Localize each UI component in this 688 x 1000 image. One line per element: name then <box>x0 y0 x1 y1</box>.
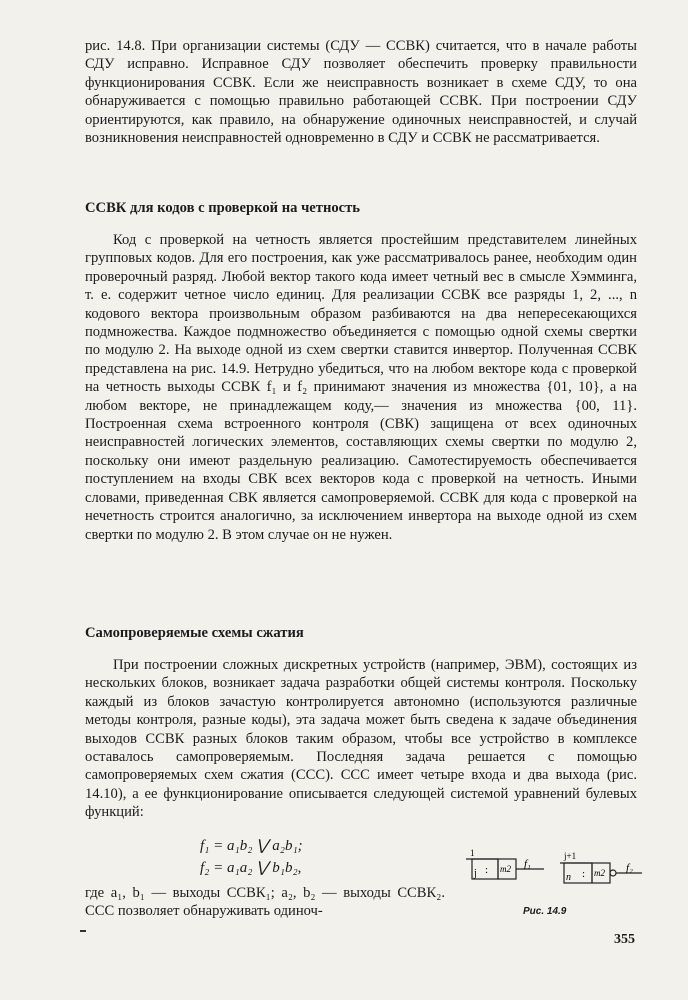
right-output-label: f₂ <box>626 862 633 874</box>
paragraph-bottom: где a₁, b₁ — выходы ССВК₁; a₂, b₂ — выходы ССВК₂. ССС позволяет обнаруживать одиноч- <box>85 885 445 920</box>
right-in-top-label: j+1 <box>564 851 577 861</box>
figure-caption: Рис. 14.9 <box>523 906 567 917</box>
paragraph-parity: Код с проверкой на четность является простейшим представителем линейных групповых кодов. Для его построения, как уже рассматривалось ранее, необходим один проверочный разряд. Любой вектор такого кода имеет четный вес в смысле Хэмминга, т. е. содержит четное число единиц. Для реализации ССВК все разряды 1, 2, ..., n кодового вектора произвольным образом разбиваются на два непересекающихся подмножества. Каждое подмножество объединяется с помощью одной схемы свертки по модулю 2. На выходе одной из схем свертки ставится инвертор. Полученная ССВК представлена на рис. 14.9. Нетрудно убедиться, что на любом векторе кода с проверкой на четность выходы ССВК f₁ и f₂ принимают значения из множества {01, 10}, а на любом векторе, не принадлежащем коду,— значения из множества {00, 11}. Построенная схема встроенного контроля (СВК) защищена от всех одиночных неисправностей логических элементов, составляющих схемы свертки по модулю 2, поскольку они имеют раздельную реализацию. Самотестируемость обеспечивается поступлением на входы СВК всех векторов кода с проверкой на четность. Иными словами, приведенная СВК является самопроверяемой. ССВК для кода с проверкой на нечетность строится аналогично, за исключением инвертора на выходе одной из схем свертки по модулю 2. В этом случае он не нужен. <box>85 232 637 543</box>
formula-f2: f₂ = a₁a₂ ⋁ b₁b₂, <box>200 860 302 876</box>
section-heading-compression: Самопроверяемые схемы сжатия <box>85 625 304 641</box>
paragraph-top: рис. 14.8. При организации системы (СДУ — ССВК) считается, что в начале работы СДУ исправно. Исправное СДУ позволяет обеспечить проверку правильности функционирования ССВК. Если же неисправность возникает в схеме СДУ, то она обнаруживается с помощью правильно работающей ССВК. При построении СДУ ориентируются, как правило, на обнаружение одиночных неисправностей, и случай возникновения неисправностей одновременно в СДУ и ССВК не рассматривается. <box>85 38 637 147</box>
left-in-top-label: 1 <box>470 848 475 858</box>
left-dots: : <box>485 864 489 876</box>
section-heading-parity: ССВК для кодов с проверкой на четность <box>85 200 361 216</box>
formula-f1: f₁ = a₁b₂ ⋁ a₂b₁; <box>200 838 303 854</box>
page-number: 355 <box>614 932 635 947</box>
right-in-bottom-label: n <box>566 872 571 883</box>
margin-dash <box>80 930 86 932</box>
right-dots: : <box>582 868 586 880</box>
inverter-circle <box>610 870 616 876</box>
right-gate-label: m2 <box>594 868 605 878</box>
paragraph-compression: При построении сложных дискретных устройств (например, ЭВМ), состоящих из нескольких блоков, возникает задача разработки общей системы контроля. Поскольку каждый из блоков зачастую контролируется автономно (используются различные методы контроля, разные коды), эта задача может быть сведена к задаче объединения выходов ССВК разных блоков таким образом, чтобы все устройство в комплексе оставалось самопроверяемым. Последняя задача решается с помощью самопроверяемых схем сжатия (ССС). ССС имеет четыре входа и два выхода (рис. 14.10), а ее функционирование описывается следующей системой уравнений булевых функций: <box>85 657 637 821</box>
left-in-bottom-label: j <box>474 868 477 879</box>
left-output-label: f₁ <box>524 858 531 870</box>
left-gate-label: m2 <box>500 864 511 874</box>
